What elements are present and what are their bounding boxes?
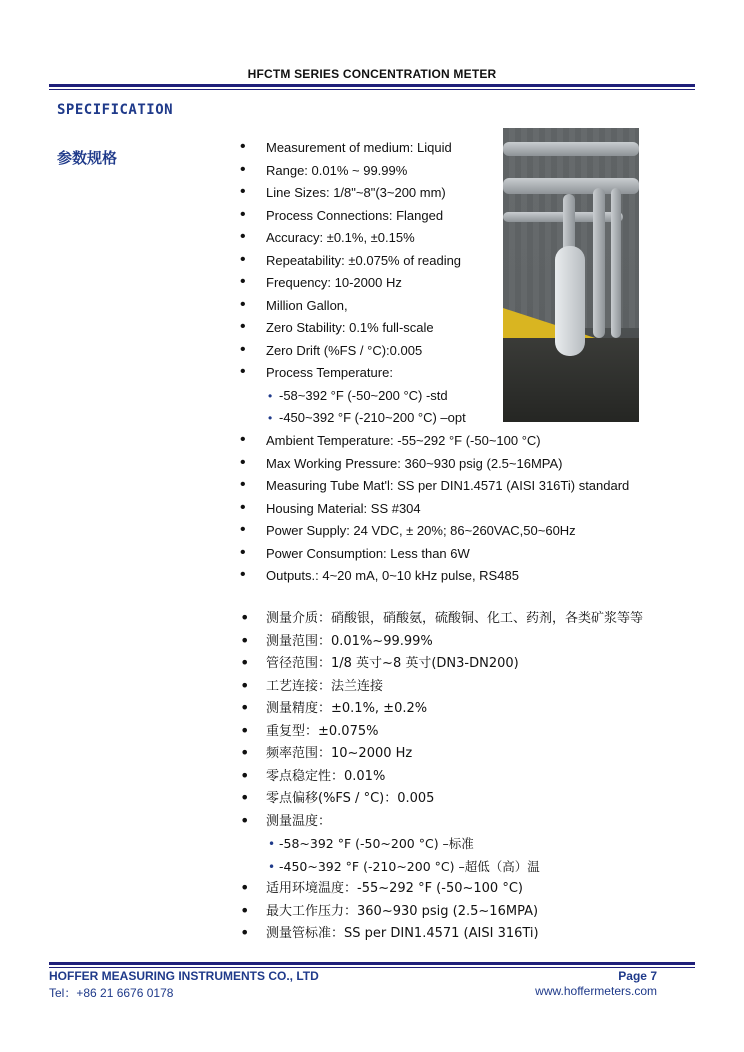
- list-item: • Accuracy: ±0.1%, ±0.15%: [239, 227, 466, 250]
- footer-phone: Tel：+86 21 6676 0178: [49, 986, 174, 1000]
- list-item: • Measurement of medium: Liquid: [239, 137, 466, 160]
- list-item: [239, 811, 643, 879]
- list-item: [239, 362, 466, 430]
- list-item: • Process Connections: Flanged: [239, 205, 466, 228]
- list-item: • Ambient Temperature: -55~292 °F (-50~100 °C): [239, 430, 629, 453]
- list-item: • Outputs.: 4~20 mA, 0~10 kHz pulse, RS485: [239, 565, 629, 588]
- section-title-zh: 参数规格: [57, 149, 118, 167]
- list-item: • Measuring Tube Mat'l: SS per DIN1.4571 (AISI 316Ti) standard: [239, 475, 629, 498]
- list-item: • Million Gallon,: [239, 295, 466, 318]
- list-item: • Zero Stability: 0.1% full-scale: [239, 317, 466, 340]
- photo-pipe: [563, 194, 575, 254]
- list-item: • Range: 0.01% ~ 99.99%: [239, 160, 466, 183]
- list-item: • 测量精度：±0.1%, ±0.2%: [239, 698, 643, 721]
- list-item: • 测量范围：0.01%~99.99%: [239, 631, 643, 654]
- header-rule-thick: [49, 84, 695, 87]
- sub-list-item: • -450~392 °F (-210~200 °C) –超低（高）温: [268, 856, 643, 879]
- list-item: • Frequency: 10-2000 Hz: [239, 272, 466, 295]
- list-item-label: 测量温度：: [266, 813, 332, 829]
- footer-website[interactable]: www.hoffermeters.com: [535, 984, 657, 998]
- sub-list-item: • -58~392 °F (-50~200 °C) –标准: [268, 833, 643, 856]
- flowmeter-body: [555, 246, 585, 356]
- list-item: • 测量介质：硝酸银，硝酸氨，硫酸铜、化工、药剂，各类矿浆等等: [239, 608, 643, 631]
- list-item: • 管径范围：1/8 英寸~8 英寸(DN3-DN200): [239, 653, 643, 676]
- footer-rule-thin: [49, 967, 695, 968]
- list-item: • Power Supply: 24 VDC, ± 20%; 86~260VAC,50~60Hz: [239, 520, 629, 543]
- list-item: • Line Sizes: 1/8"~8"(3~200 mm): [239, 182, 466, 205]
- list-item-label: Process Temperature:: [266, 365, 393, 380]
- list-item: • 零点偏移(%FS / °C)：0.005: [239, 788, 643, 811]
- list-item: • 重复型：±0.075%: [239, 721, 643, 744]
- footer-company: HOFFER MEASURING INSTRUMENTS CO., LTD: [49, 969, 319, 983]
- list-item: • Repeatability: ±0.075% of reading: [239, 250, 466, 273]
- footer-page-number: Page 7: [618, 969, 657, 983]
- spec-list-en: [239, 137, 466, 430]
- spec-list-zh: [239, 608, 643, 946]
- list-item: • 零点稳定性：0.01%: [239, 766, 643, 789]
- list-item: • Housing Material: SS #304: [239, 498, 629, 521]
- list-item: • Zero Drift (%FS / °C):0.005: [239, 340, 466, 363]
- photo-pipe: [611, 188, 621, 338]
- list-item: • Power Consumption: Less than 6W: [239, 543, 629, 566]
- sub-list: [266, 385, 466, 430]
- spec-list-en-continued: [239, 430, 629, 588]
- product-photo: [503, 128, 639, 422]
- page-header-title: HFCTM SERIES CONCENTRATION METER: [247, 67, 497, 81]
- list-item: • 测量管标准：SS per DIN1.4571 (AISI 316Ti): [239, 923, 643, 946]
- list-item: • 最大工作压力：360~930 psig (2.5~16MPA): [239, 901, 643, 924]
- header-rule-thin: [49, 89, 695, 90]
- footer-rule-thick: [49, 962, 695, 965]
- sub-list: [266, 833, 643, 878]
- section-title-en: SPECIFICATION: [57, 102, 174, 118]
- list-item: • Max Working Pressure: 360~930 psig (2.5~16MPA): [239, 453, 629, 476]
- sub-list-item: • -58~392 °F (-50~200 °C) -std: [268, 385, 466, 408]
- list-item: • 工艺连接：法兰连接: [239, 676, 643, 699]
- sub-list-item: • -450~392 °F (-210~200 °C) –opt: [268, 407, 466, 430]
- list-item: • 适用环境温度：-55~292 °F (-50~100 °C): [239, 878, 643, 901]
- photo-pipe: [593, 188, 605, 338]
- list-item: • 频率范围：10~2000 Hz: [239, 743, 643, 766]
- photo-pipe: [503, 142, 639, 156]
